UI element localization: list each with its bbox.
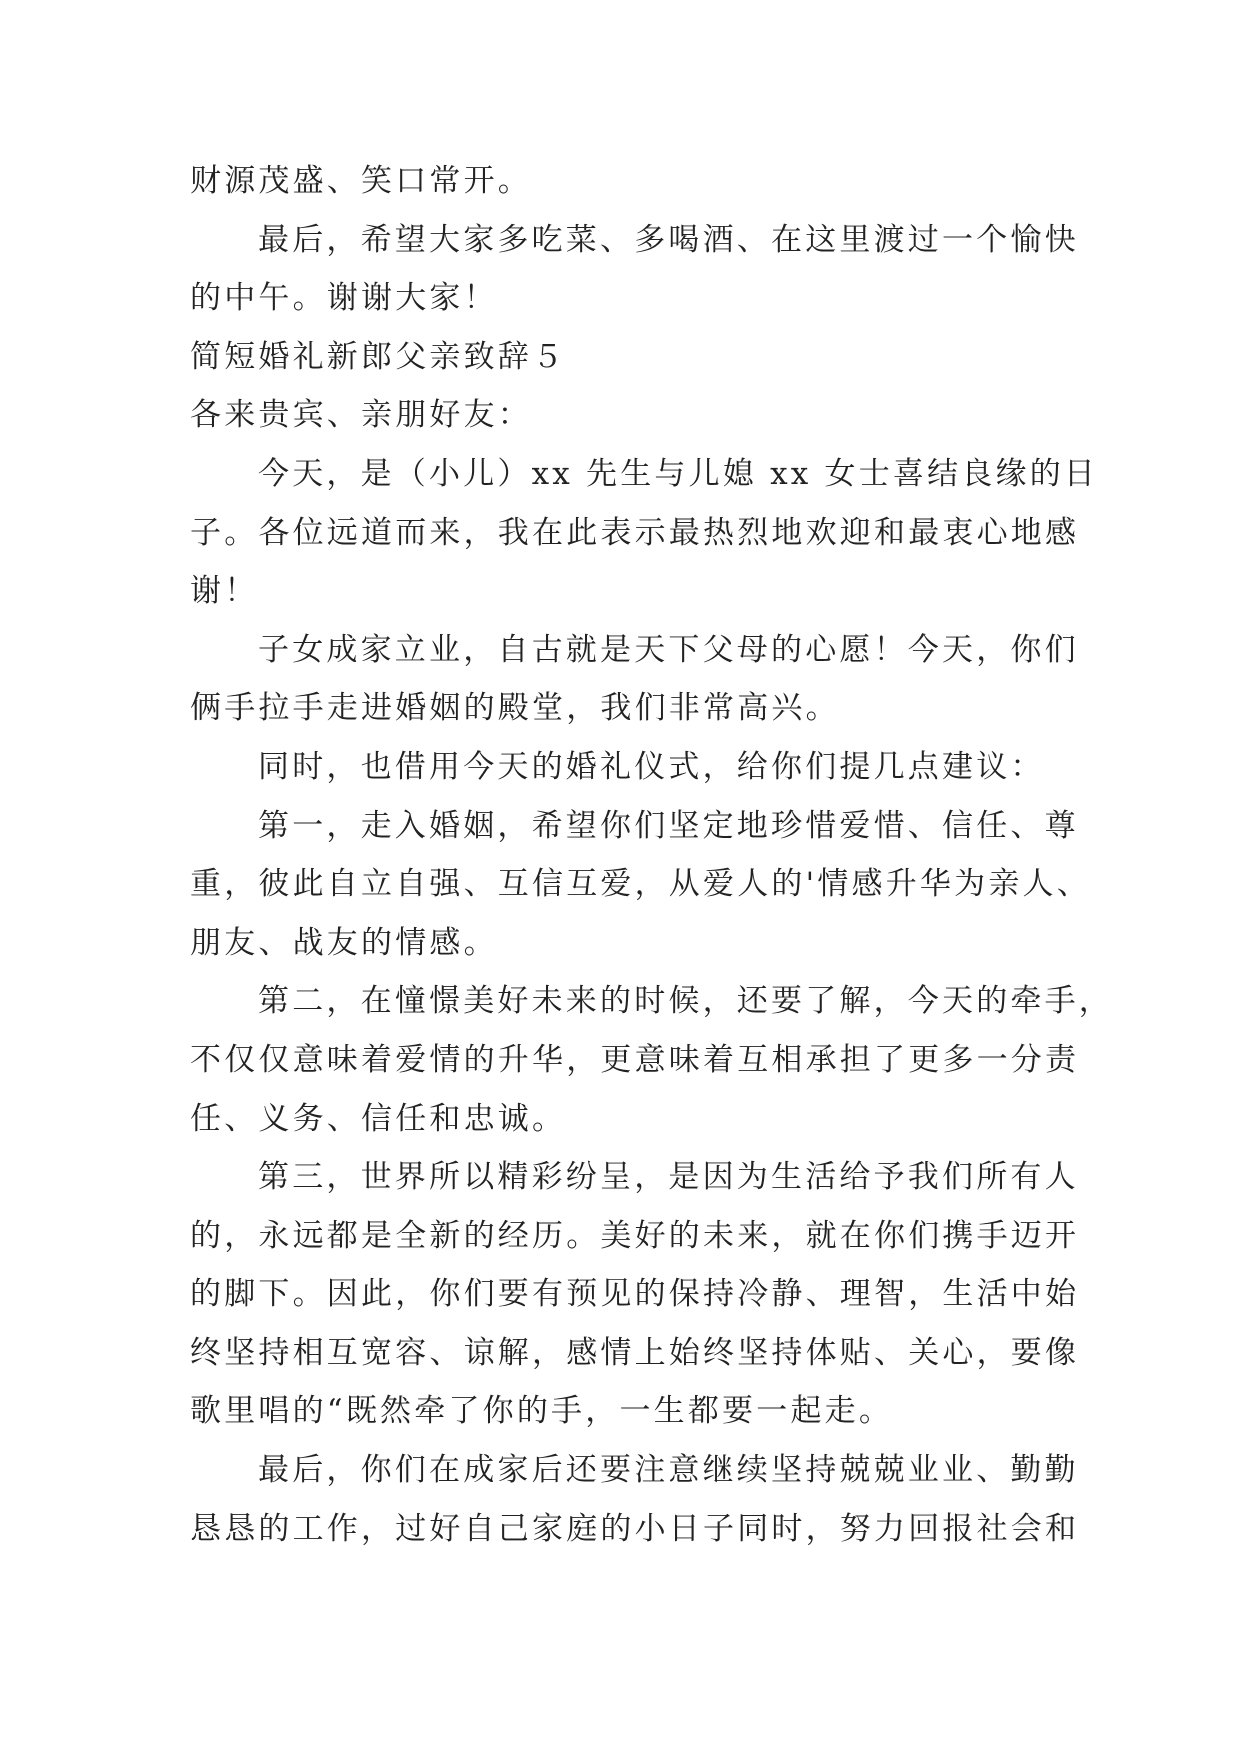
text-line: 任、义务、信任和忠诚。 <box>190 1100 567 1137</box>
document-body <box>190 152 1113 1558</box>
text-line: 财源茂盛、笑口常开。 <box>190 163 532 199</box>
salutation <box>190 386 1070 445</box>
text-line: 第三，世界所以精彩纷呈，是因为生活给予我们所有人 <box>258 1159 1079 1196</box>
text-line: 子女成家立业，自古就是天下父母的心愿！今天，你们 <box>258 631 1079 668</box>
text-line: 终坚持相互宽容、谅解，感情上始终坚持体贴、关心，要像 <box>190 1334 1080 1371</box>
text-line: 歌里唱的“既然牵了你的手，一生都要一起走。 <box>190 1393 894 1430</box>
section-heading <box>190 328 1070 387</box>
text-line: 重，彼此自立自强、互信互爱，从爱人的'情感升华为亲人、 <box>190 866 1091 903</box>
paragraph <box>190 152 1070 211</box>
text-line: 谢！ <box>190 573 259 610</box>
text-line: 的，永远都是全新的经历。美好的未来，就在你们携手迈开 <box>190 1217 1080 1254</box>
text-line: 同时，也借用今天的婚礼仪式，给你们提几点建议： <box>258 748 1045 785</box>
text-line: 最后，希望大家多吃菜、多喝酒、在这里渡过一个愉快 <box>258 221 1079 258</box>
text-line: 朋友、战友的情感。 <box>190 924 498 961</box>
heading-text: 简短婚礼新郎父亲致辞５ <box>190 338 567 375</box>
text-line: 的中午。谢谢大家！ <box>190 280 498 317</box>
text-line: 子。各位远道而来，我在此表示最热烈地欢迎和最衷心地感 <box>190 514 1080 551</box>
text-line: 的脚下。因此，你们要有预见的保持冷静、理智，生活中始 <box>190 1276 1080 1313</box>
text-line: 第二，在憧憬美好未来的时候，还要了解，今天的牵手， <box>258 983 1113 1020</box>
text-line: 第一，走入婚姻，希望你们坚定地珍惜爱惜、信任、尊 <box>258 807 1079 844</box>
text-line: 俩手拉手走进婚姻的殿堂，我们非常高兴。 <box>190 690 840 727</box>
text-line: 不仅仅意味着爱情的升华，更意味着互相承担了更多一分责 <box>190 1041 1080 1078</box>
paragraph <box>190 621 1079 738</box>
paragraph <box>190 1441 1080 1558</box>
paragraph <box>190 797 1091 973</box>
paragraph <box>190 445 1099 621</box>
paragraph <box>190 211 1079 328</box>
text-line: 恳恳的工作，过好自己家庭的小日子同时，努力回报社会和 <box>190 1510 1080 1547</box>
text-line: 今天，是（小儿）xx 先生与儿媳 xx 女士喜结良缘的日 <box>258 455 1099 492</box>
paragraph <box>190 972 1113 1148</box>
paragraph <box>190 738 1070 797</box>
paragraph <box>190 1148 1080 1441</box>
text-line: 最后，你们在成家后还要注意继续坚持兢兢业业、勤勤 <box>258 1452 1079 1489</box>
text-line: 各来贵宾、亲朋好友： <box>190 397 532 434</box>
